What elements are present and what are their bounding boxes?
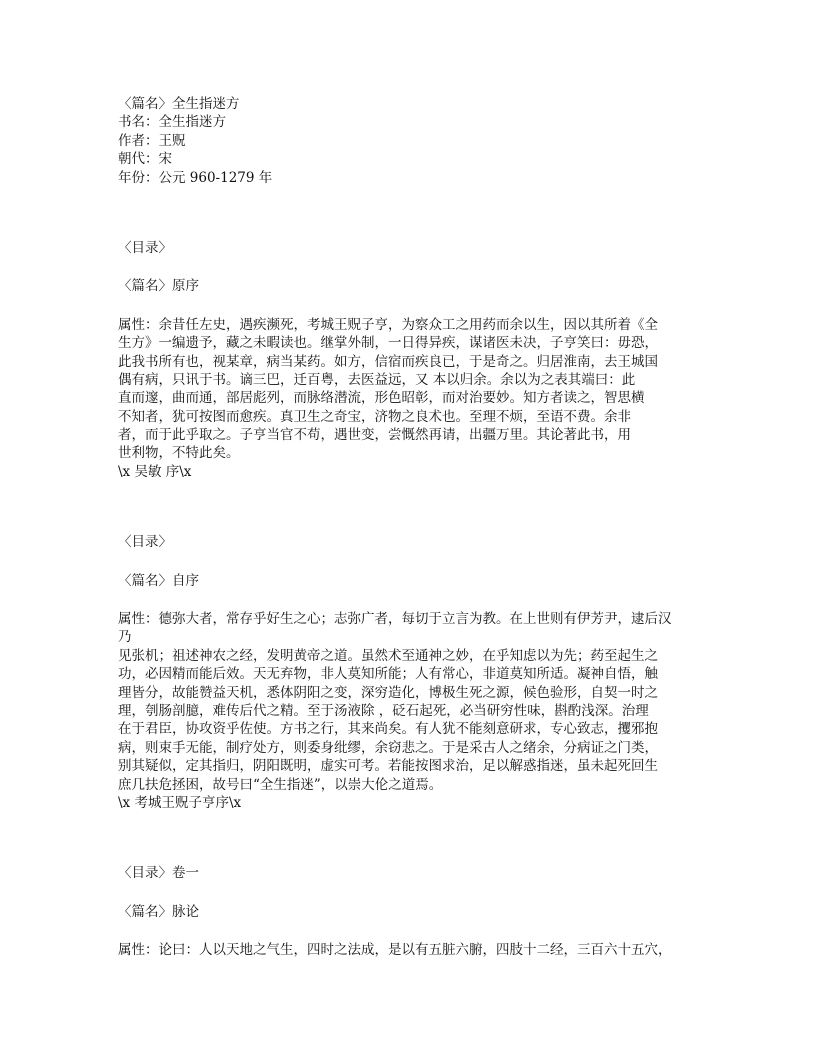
body-line: 直而邃，曲而通，部居彪列，而脉络潜流，形色昭彰，而对治要妙。知方者读之，智思横	[118, 390, 645, 407]
body-line: 不知者，犹可按图而愈疾。真卫生之奇宝，济物之良术也。至理不烦，至语不费。余非	[118, 408, 631, 425]
body-line: 乃	[118, 629, 132, 646]
body-line: 属性：德弥大者，常存乎好生之心；志弥广者，每切于立言为教。在上世则有伊芳尹，逮后汉	[118, 611, 672, 628]
section-title: 〈篇名〉脉论	[118, 903, 199, 920]
body-line: 属性：论曰：人以天地之气生，四时之法成，是以有五脏六腑，四肢十二经，三百六十五穴，	[118, 942, 672, 959]
toc-heading: 〈目录〉卷一	[118, 865, 199, 882]
spacer	[118, 812, 708, 864]
body-line: 别其疑似，定其指归，阴阳既明，虚实可考。若能按图求治，足以解惑指迷，虽未起死回生	[118, 758, 658, 775]
book-metadata	[118, 95, 708, 187]
body-line: 见张机；祖述神农之经，发明黄帝之道。虽然术至通神之妙，在乎知虑以为先；药至起生之	[118, 647, 658, 664]
section-title: 〈篇名〉原序	[118, 278, 199, 295]
body-line: 属性：余昔任左史，遇疾濒死，考城王贶子亨，为察众工之用药而余以生，因以其所着《全	[118, 316, 658, 333]
section-original-preface	[118, 239, 708, 481]
section-body	[118, 316, 708, 482]
section-body	[118, 610, 708, 812]
meta-book-name: 书名：全生指迷方	[118, 114, 226, 131]
body-line: 庶几扶危拯困，故号曰“全生指迷”，以崇大伦之道焉。	[118, 776, 443, 793]
toc-heading: 〈目录〉	[118, 239, 172, 256]
spacer	[118, 187, 708, 239]
body-line: 世利物，不特此矣。	[118, 445, 240, 462]
section-pulse-theory	[118, 864, 708, 959]
meta-dynasty: 朝代：宋	[118, 151, 172, 168]
body-line: 在于君臣，协攻资乎佐使。方书之行，其来尚矣。有人犹不能刻意研求，专心致志，攫邪抱	[118, 721, 658, 738]
meta-year: 年份：公元 960-1279 年	[118, 169, 273, 186]
section-body	[118, 941, 708, 959]
spacer	[118, 481, 708, 533]
body-line: 偶有病，只讯于书。谪三巴，迁百粤，去医益远，又 本以归余。余以为之表其端曰：此	[118, 371, 636, 388]
body-line: 病，则束手无能，制疗处方，则委身纰缪，余窃悲之。于是采古人之绪余，分病证之门类，	[118, 739, 658, 756]
section-author-preface	[118, 533, 708, 812]
section-title: 〈篇名〉自序	[118, 572, 199, 589]
meta-author: 作者：王贶	[118, 132, 186, 149]
body-line: 生方》一编遗予，藏之未暇读也。继掌外制，一日得异疾，谋诸医未决，子亨笑曰：毋恐，	[118, 335, 658, 352]
signature-line: \x 考城王贶子亨序\x	[118, 794, 242, 811]
body-line: 理皆分，故能赞益天机，悉体阴阳之变，深穷造化，博极生死之源，候色验形，自契一时之	[118, 684, 658, 701]
document-page	[118, 95, 708, 960]
meta-chapter-title: 〈篇名〉全生指迷方	[118, 96, 240, 112]
body-line: 者，而于此乎取之。子亨当官不苟，遇世变，尝慨然再请，出疆万里。其论著此书，用	[118, 427, 631, 444]
body-line: 功，必因精而能后效。天无弃物，非人莫知所能；人有常心，非道莫知所适。凝神自悟，触	[118, 666, 658, 683]
signature-line: \x 吴敏 序\x	[118, 463, 192, 480]
body-line: 此我书所有也，视某章，病当某药。如方，信宿而疾良已，于是奇之。归居淮南，去王城国	[118, 353, 658, 370]
toc-heading: 〈目录〉	[118, 534, 172, 551]
body-line: 理，刳肠剖臆，难传后代之精。至于汤液除 ，砭石起死，必当研穷性味，斟酌浅深。治理	[118, 702, 649, 719]
